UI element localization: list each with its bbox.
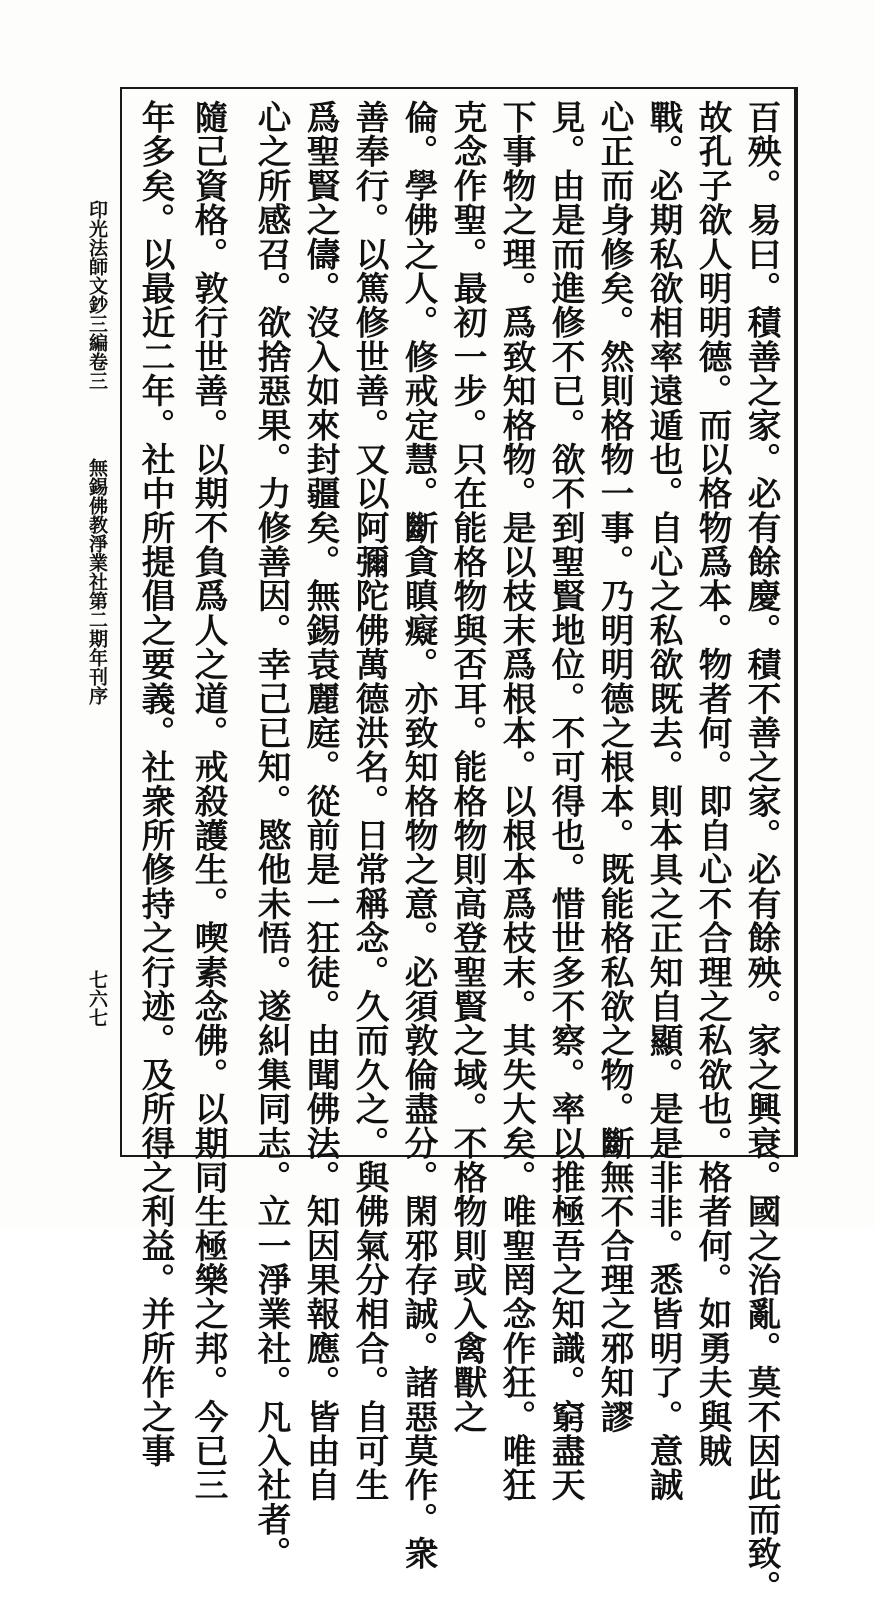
text-column-1: 百殃。易曰。積善之家。必有餘慶。積不善之家。必有餘殃。家之興衰。國之治亂。莫不因此而致。 <box>742 100 782 1604</box>
text-column-3: 戰。必期私欲相率遠遁也。自心之私欲既去。則本具之正知自顯。是是非非。悉皆明了。意誠 <box>644 100 684 1502</box>
text-column-9: 善奉行。以篤修世善。又以阿彌陀佛萬德洪名。日常稱念。久而久之。與佛氣分相合。自可生 <box>350 100 390 1502</box>
text-column-5: 見。由是而進修不已。欲不到聖賢地位。不可得也。惜世多不察。率以推極吾之知識。窮盡天 <box>546 100 586 1502</box>
text-column-13: 年多矣。以最近二年。社中所提倡之要義。社衆所修持之行迹。及所得之利益。并所作之事 <box>136 100 176 1468</box>
text-column-10: 爲聖賢之儔。沒入如來封疆矣。無錫袁麗庭。從前是一狂徒。由聞佛法。知因果報應。皆由自 <box>301 100 341 1502</box>
text-column-2: 故孔子欲人明明德。而以格物爲本。物者何。即自心不合理之私欲也。格者何。如勇夫與賊 <box>693 100 733 1468</box>
section-title: 無錫佛教淨業社第二期年刊序 <box>86 458 108 705</box>
text-column-11: 心之所感召。欲捨惡果。力修善因。幸己已知。愍他未悟。遂糾集同志。立一淨業社。凡入社者。 <box>252 100 292 1571</box>
page-number: 七六七 <box>86 970 108 1027</box>
text-column-7: 克念作聖。最初一步。只在能格物與否耳。能格物則高登聖賢之域。不格物則或入禽獸之 <box>448 100 488 1434</box>
text-column-8: 倫。學佛之人。修戒定慧。斷貪瞋癡。亦致知格物之意。必須敦倫盡分。閑邪存誠。諸惡莫作。衆 <box>399 100 439 1571</box>
book-title: 印光法師文鈔三編卷三 <box>86 200 108 390</box>
frame-rule <box>794 87 798 1157</box>
text-column-4: 心正而身修矣。然則格物一事。乃明明德之根本。既能格私欲之物。斷無不合理之邪知謬 <box>595 100 635 1434</box>
text-column-12: 隨己資格。敦行世善。以期不負爲人之道。戒殺護生。喫素念佛。以期同生極樂之邦。今已三 <box>189 100 229 1502</box>
text-column-6: 下事物之理。爲致知格物。是以枝末爲根本。以根本爲枝末。其失大矣。唯聖罔念作狂。唯狂 <box>497 100 537 1502</box>
